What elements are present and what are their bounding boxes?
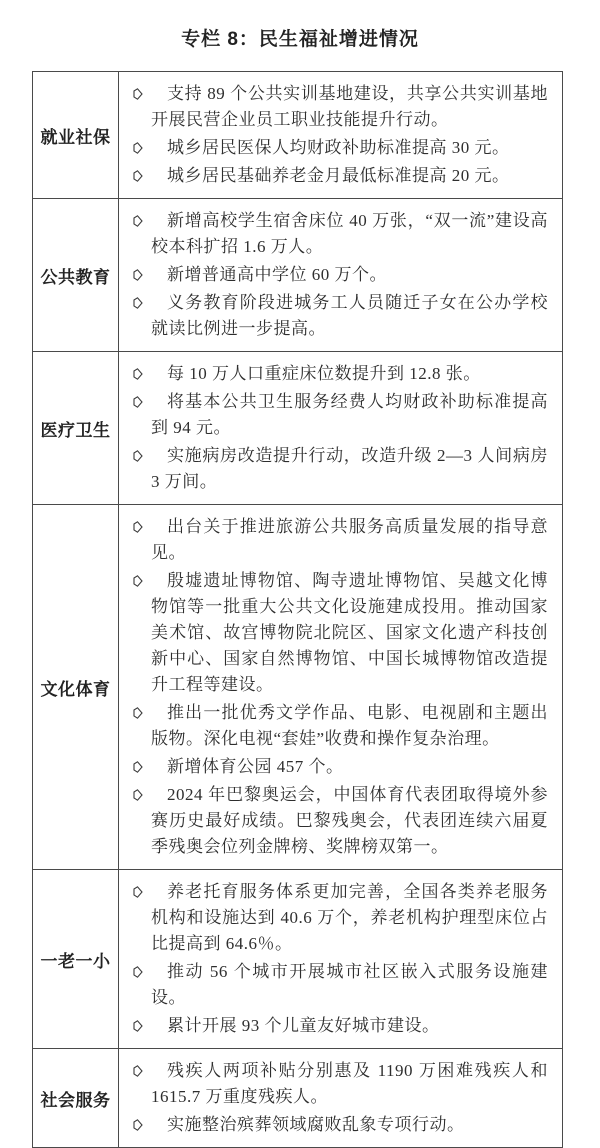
list-item — [129, 782, 548, 860]
item-text: 每 10 万人口重症床位数提升到 12.8 张。 — [167, 364, 481, 383]
livelihood-table-body — [33, 72, 563, 1148]
list-item — [129, 290, 548, 342]
list-item — [129, 700, 548, 752]
item-text: 殷墟遗址博物馆、陶寺遗址博物馆、吴越文化博物馆等一批重大公共文化设施建成投用。推动国家美术馆、故宫博物院北院区、国家文化遗产科技创新中心、国家自然博物馆、中国长城博物馆改造提升工程等建设。 — [151, 571, 548, 694]
item-text: 义务教育阶段进城务工人员随迁子女在公办学校就读比例进一步提高。 — [151, 293, 548, 338]
row-header: 文化体育 — [33, 505, 119, 870]
livelihood-table — [32, 71, 563, 1148]
table-row — [33, 1049, 563, 1148]
list-item — [129, 81, 548, 133]
row-header: 一老一小 — [33, 870, 119, 1049]
table-row — [33, 505, 563, 870]
pentagon-bullet-icon — [133, 1119, 143, 1131]
item-list — [129, 879, 548, 1039]
item-list — [129, 361, 548, 495]
pentagon-bullet-icon — [133, 269, 143, 281]
item-text: 推出一批优秀文学作品、电影、电视剧和主题出版物。深化电视“套娃”收费和操作复杂治理。 — [151, 703, 548, 748]
item-text: 推动 56 个城市开展城市社区嵌入式服务设施建设。 — [151, 962, 548, 1007]
table-row — [33, 352, 563, 505]
pentagon-bullet-icon — [133, 215, 143, 227]
item-list — [129, 208, 548, 342]
pentagon-bullet-icon — [133, 966, 143, 978]
item-text: 城乡居民基础养老金月最低标准提高 20 元。 — [167, 166, 510, 185]
pentagon-bullet-icon — [133, 789, 143, 801]
item-list — [129, 81, 548, 189]
list-item — [129, 262, 548, 288]
item-text: 2024 年巴黎奥运会，中国体育代表团取得境外参赛历史最好成绩。巴黎残奥会，代表团连续六届夏季残奥会位列金牌榜、奖牌榜双第一。 — [151, 785, 548, 856]
row-content — [119, 352, 563, 505]
item-text: 出台关于推进旅游公共服务高质量发展的指导意见。 — [151, 517, 548, 562]
item-text: 将基本公共卫生服务经费人均财政补助标准提高到 94 元。 — [151, 392, 548, 437]
item-text: 实施整治殡葬领域腐败乱象专项行动。 — [167, 1115, 465, 1134]
item-text: 累计开展 93 个儿童友好城市建设。 — [167, 1016, 440, 1035]
table-row — [33, 72, 563, 199]
item-text: 实施病房改造提升行动，改造升级 2—3 人间病房 3 万间。 — [151, 446, 548, 491]
item-text: 新增普通高中学位 60 万个。 — [167, 265, 387, 284]
row-content — [119, 505, 563, 870]
list-item — [129, 208, 548, 260]
list-item — [129, 135, 548, 161]
row-content — [119, 1049, 563, 1148]
list-item — [129, 163, 548, 189]
pentagon-bullet-icon — [133, 396, 143, 408]
pentagon-bullet-icon — [133, 142, 143, 154]
item-text: 残疾人两项补贴分别惠及 1190 万困难残疾人和 1615.7 万重度残疾人。 — [151, 1061, 548, 1106]
list-item — [129, 1013, 548, 1039]
row-header: 社会服务 — [33, 1049, 119, 1148]
list-item — [129, 1058, 548, 1110]
pentagon-bullet-icon — [133, 521, 143, 533]
item-list — [129, 1058, 548, 1138]
pentagon-bullet-icon — [133, 450, 143, 462]
list-item — [129, 443, 548, 495]
pentagon-bullet-icon — [133, 1020, 143, 1032]
row-header: 公共教育 — [33, 199, 119, 352]
pentagon-bullet-icon — [133, 707, 143, 719]
item-text: 新增高校学生宿舍床位 40 万张，“双一流”建设高校本科扩招 1.6 万人。 — [151, 211, 548, 256]
list-item — [129, 514, 548, 566]
list-item — [129, 389, 548, 441]
list-item — [129, 959, 548, 1011]
row-content — [119, 199, 563, 352]
row-content — [119, 870, 563, 1049]
item-text: 城乡居民医保人均财政补助标准提高 30 元。 — [167, 138, 510, 157]
pentagon-bullet-icon — [133, 368, 143, 380]
list-item — [129, 1112, 548, 1138]
list-item — [129, 361, 548, 387]
pentagon-bullet-icon — [133, 761, 143, 773]
item-text: 支持 89 个公共实训基地建设，共享公共实训基地开展民营企业员工职业技能提升行动。 — [151, 84, 548, 129]
pentagon-bullet-icon — [133, 170, 143, 182]
item-text: 新增体育公园 457 个。 — [167, 757, 344, 776]
item-text: 养老托育服务体系更加完善，全国各类养老服务机构和设施达到 40.6 万个，养老机构护理型床位占比提高到 64.6％。 — [151, 882, 548, 953]
table-row — [33, 199, 563, 352]
row-header: 医疗卫生 — [33, 352, 119, 505]
list-item — [129, 754, 548, 780]
table-row — [33, 870, 563, 1049]
item-list — [129, 514, 548, 860]
page-title: 专栏 8：民生福祉增进情况 — [181, 29, 419, 50]
pentagon-bullet-icon — [133, 297, 143, 309]
row-header: 就业社保 — [33, 72, 119, 199]
pentagon-bullet-icon — [133, 88, 143, 100]
pentagon-bullet-icon — [133, 1065, 143, 1077]
list-item — [129, 879, 548, 957]
list-item — [129, 568, 548, 698]
row-content — [119, 72, 563, 199]
pentagon-bullet-icon — [133, 575, 143, 587]
